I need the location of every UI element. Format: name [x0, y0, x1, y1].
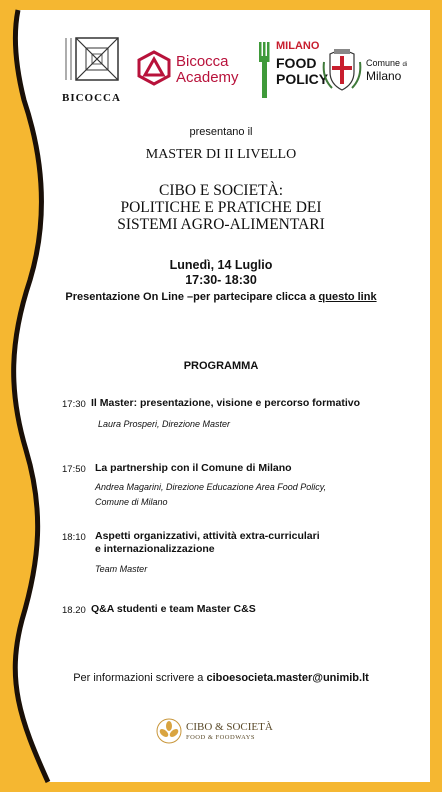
unimib-wordmark: BICOCCA — [62, 92, 121, 104]
online-text: Presentazione On Line –per partecipare clicca a — [65, 291, 319, 303]
academy-line1: Bicocca — [176, 53, 229, 70]
event-date: Lunedì, 14 Luglio — [169, 258, 273, 272]
programma-heading: PROGRAMMA — [183, 360, 259, 372]
footer-line2: FOOD & FOODWAYS — [186, 734, 256, 741]
event-time: 17:30- 18:30 — [185, 273, 257, 287]
program-item — [0, 396, 442, 436]
item-speaker: Comune di Milano — [95, 497, 168, 507]
item-title-2: e internazionalizzazione — [95, 543, 215, 555]
event-datetime — [0, 258, 442, 288]
item-time: 17:50 — [62, 464, 86, 475]
comune-line2: Milano — [366, 69, 402, 83]
milano-food-policy-logo — [258, 40, 329, 102]
title-line-3: SISTEMI AGRO-ALIMENTARI — [117, 216, 325, 233]
milano-crest-icon — [322, 48, 362, 92]
academy-hexagon-icon — [136, 50, 172, 86]
item-time: 18:10 — [62, 532, 86, 543]
master-level: MASTER DI II LIVELLO — [145, 147, 297, 162]
item-time: 18.20 — [62, 605, 86, 616]
participate-link[interactable]: questo link — [318, 291, 377, 303]
comune-line1 — [366, 58, 407, 68]
presentano-text: presentano il — [189, 126, 253, 138]
online-presentation — [0, 291, 442, 303]
item-title: Q&A studenti e team Master C&S — [91, 603, 256, 615]
item-title: Il Master: presentazione, visione e percorso formativo — [91, 397, 360, 409]
master-title — [0, 182, 442, 233]
unimib-shield-icon — [62, 36, 120, 90]
program-item — [0, 461, 442, 511]
item-time: 17:30 — [62, 399, 86, 410]
comune-di: di — [402, 62, 408, 68]
item-speaker: Laura Prosperi, Direzione Master — [98, 419, 231, 429]
food-policy-line2: FOOD — [276, 55, 317, 71]
contact-email[interactable]: ciboesocieta.master@unimib.lt — [206, 672, 369, 684]
footer-line1: CIBO & SOCIETÀ — [186, 721, 273, 733]
partner-logos — [62, 36, 407, 106]
wheat-emblem-icon — [156, 718, 182, 744]
item-speaker: Team Master — [95, 564, 148, 574]
item-title: La partnership con il Comune di Milano — [95, 462, 292, 474]
comune-word: Comune — [366, 58, 401, 68]
item-title: Aspetti organizzativi, attività extra-curriculari — [95, 530, 320, 542]
item-speaker: Andrea Magarini, Direzione Educazione Area Food Policy, — [95, 482, 327, 492]
title-line-2: POLITICHE E PRATICHE DEI — [120, 199, 322, 216]
contact-info — [0, 672, 442, 684]
info-text: Per informazioni scrivere a — [73, 672, 207, 684]
comune-di-milano-logo — [322, 48, 407, 94]
unimib-logo — [62, 36, 120, 106]
bicocca-academy-logo — [136, 50, 246, 90]
food-policy-line3: POLICY — [276, 71, 329, 87]
cibo-societa-logo — [156, 718, 286, 748]
academy-line2: Academy — [176, 69, 239, 86]
food-policy-line1: MILANO — [276, 40, 320, 52]
title-line-1: CIBO E SOCIETÀ: — [159, 182, 283, 199]
fork-icon — [258, 40, 274, 100]
program-item — [0, 529, 442, 579]
program-item — [0, 602, 442, 618]
